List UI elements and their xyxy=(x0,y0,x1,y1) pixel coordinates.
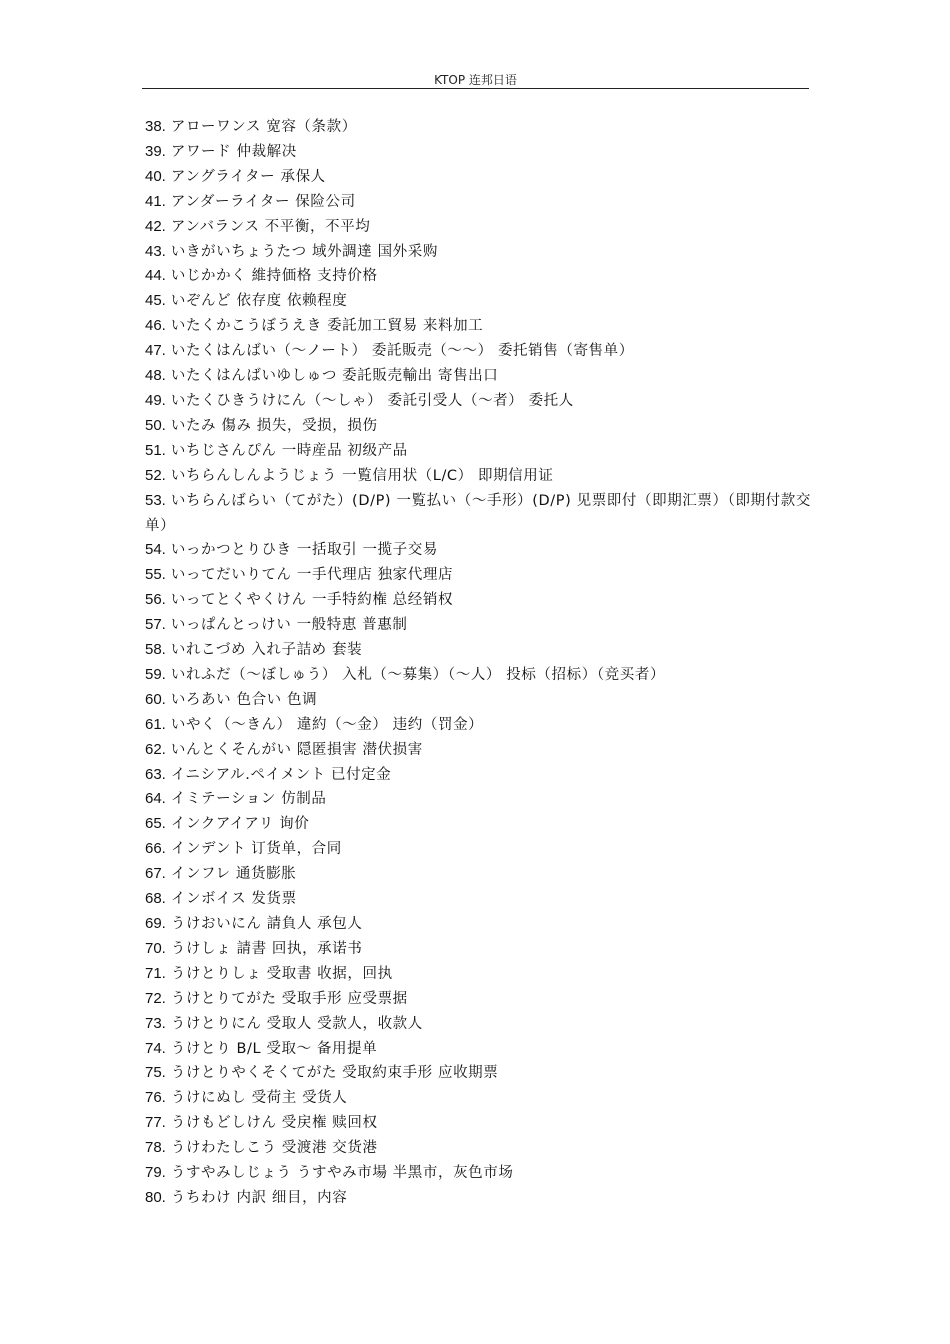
list-item xyxy=(145,763,813,788)
entry-number: 71. xyxy=(145,964,166,982)
entry-text: いちらんしんようじょう 一覧信用状（L/C） 即期信用证 xyxy=(170,467,554,484)
glossary-list xyxy=(145,115,813,1211)
entry-number: 57. xyxy=(145,616,166,634)
entry-text: いたくかこうぼうえき 委託加工貿易 来料加工 xyxy=(170,318,484,335)
entry-number: 44. xyxy=(145,267,166,285)
entry-number: 55. xyxy=(145,566,166,584)
entry-text: アングライター 承保人 xyxy=(170,168,326,185)
list-item xyxy=(145,289,813,314)
list-item xyxy=(145,1037,813,1062)
entry-number: 67. xyxy=(145,865,166,883)
entry-number: 59. xyxy=(145,665,166,683)
entry-text: インボイス 发货票 xyxy=(170,891,297,908)
entry-number: 60. xyxy=(145,690,166,708)
entry-number: 46. xyxy=(145,317,166,335)
entry-text: いろあい 色合い 色调 xyxy=(170,691,318,708)
list-item xyxy=(145,1111,813,1136)
list-item xyxy=(145,439,813,464)
entry-text: うすやみしじょう うすやみ市場 半黑市，灰色市场 xyxy=(170,1165,514,1182)
entry-text: うちわけ 内訳 细目，内容 xyxy=(170,1189,348,1206)
entry-text: いたくはんばいゆしゅつ 委託販売輸出 寄售出口 xyxy=(170,368,499,385)
entry-text: アワード 仲裁解决 xyxy=(170,143,297,160)
list-item xyxy=(145,1086,813,1111)
list-item xyxy=(145,489,813,539)
entry-text: いやく（～きん） 違約（～金） 违约（罚金） xyxy=(170,716,484,733)
entry-text: いぞんど 依存度 依赖程度 xyxy=(170,293,348,310)
entry-number: 52. xyxy=(145,466,166,484)
entry-number: 39. xyxy=(145,142,166,160)
list-item xyxy=(145,713,813,738)
entry-number: 64. xyxy=(145,790,166,808)
entry-number: 38. xyxy=(145,118,166,135)
list-item xyxy=(145,787,813,812)
entry-text: うけにぬし 受荷主 受货人 xyxy=(170,1090,348,1107)
entry-text: いたくはんばい（～ノート） 委託販売（～～） 委托销售（寄售单） xyxy=(170,343,634,360)
list-item xyxy=(145,912,813,937)
entry-number: 66. xyxy=(145,840,166,858)
list-item xyxy=(145,663,813,688)
entry-text: いってとくやくけん 一手特約権 总经销权 xyxy=(170,592,454,609)
entry-number: 42. xyxy=(145,217,166,235)
entry-text: インクアイアリ 询价 xyxy=(170,816,310,833)
entry-number: 49. xyxy=(145,391,166,409)
entry-number: 79. xyxy=(145,1164,166,1182)
entry-text: イミテーション 仿制品 xyxy=(170,791,327,808)
entry-number: 40. xyxy=(145,167,166,185)
list-item xyxy=(145,364,813,389)
entry-text: いれふだ（～ぼしゅう） 入札（～募集）（～人） 投标（招标）（竞买者） xyxy=(170,666,666,683)
list-item xyxy=(145,389,813,414)
entry-text: アローワンス 宽容（条款） xyxy=(170,119,357,135)
entry-number: 73. xyxy=(145,1014,166,1032)
list-item xyxy=(145,1136,813,1161)
list-item xyxy=(145,962,813,987)
entry-number: 68. xyxy=(145,890,166,908)
list-item xyxy=(145,165,813,190)
list-item xyxy=(145,563,813,588)
list-item xyxy=(145,937,813,962)
entry-number: 69. xyxy=(145,915,166,932)
list-item xyxy=(145,812,813,837)
list-item xyxy=(145,837,813,862)
list-item xyxy=(145,538,813,563)
entry-number: 56. xyxy=(145,591,166,609)
entry-number: 51. xyxy=(145,441,166,459)
entry-number: 75. xyxy=(145,1064,166,1082)
list-item xyxy=(145,987,813,1012)
entry-text: いちじさんぴん 一時産品 初级产品 xyxy=(170,442,408,459)
entry-number: 72. xyxy=(145,989,166,1007)
list-item xyxy=(145,613,813,638)
entry-text: うけとりにん 受取人 受款人，收款人 xyxy=(170,1015,423,1032)
entry-number: 80. xyxy=(145,1188,166,1206)
list-item xyxy=(145,1186,813,1211)
entry-number: 58. xyxy=(145,641,166,659)
entry-text: インデント 订货单，合同 xyxy=(170,841,342,858)
entry-number: 43. xyxy=(145,242,166,260)
entry-text: いれこづめ 入れ子詰め 套装 xyxy=(170,642,363,659)
list-item xyxy=(145,314,813,339)
entry-text: いきがいちょうたつ 域外調達 国外采购 xyxy=(170,243,438,260)
entry-text: アンバランス 不平衡，不平均 xyxy=(170,218,371,235)
entry-text: いちらんばらい（てがた）(D/P) 一覧払い（～手形）(D/P) 见票即付（即期汇票）（即期付款交单） xyxy=(145,492,811,534)
entry-number: 77. xyxy=(145,1114,166,1132)
entry-text: いっぱんとっけい 一般特恵 普惠制 xyxy=(170,617,408,634)
entry-text: うけとりやくそくてがた 受取約束手形 应收期票 xyxy=(170,1065,499,1082)
list-item xyxy=(145,339,813,364)
list-item xyxy=(145,464,813,489)
list-item xyxy=(145,1012,813,1037)
entry-number: 54. xyxy=(145,541,166,559)
entry-text: いってだいりてん 一手代理店 独家代理店 xyxy=(170,567,454,584)
entry-number: 45. xyxy=(145,292,166,310)
entry-text: うけとりしょ 受取書 收据，回执 xyxy=(170,965,393,982)
entry-text: いっかつとりひき 一括取引 一揽子交易 xyxy=(170,542,438,559)
list-item xyxy=(145,588,813,613)
page-header: KTOP 连邦日语 xyxy=(434,73,517,87)
entry-text: アンダーライター 保险公司 xyxy=(170,193,356,210)
list-item xyxy=(145,115,813,140)
header-divider xyxy=(142,88,809,89)
entry-text: いたみ 傷み 损失，受损，损伤 xyxy=(170,417,378,434)
entry-number: 41. xyxy=(145,192,166,210)
list-item xyxy=(145,240,813,265)
list-item xyxy=(145,738,813,763)
entry-number: 53. xyxy=(145,491,166,509)
entry-number: 62. xyxy=(145,740,166,758)
list-item xyxy=(145,140,813,165)
entry-number: 78. xyxy=(145,1139,166,1157)
entry-number: 74. xyxy=(145,1039,166,1057)
entry-number: 65. xyxy=(145,815,166,833)
entry-text: うけもどしけん 受戻権 赎回权 xyxy=(170,1115,378,1132)
entry-text: うけわたしこう 受渡港 交货港 xyxy=(170,1140,378,1157)
list-item xyxy=(145,688,813,713)
entry-text: うけおいにん 請負人 承包人 xyxy=(170,916,363,932)
list-item xyxy=(145,638,813,663)
entry-number: 47. xyxy=(145,342,166,360)
entry-number: 76. xyxy=(145,1089,166,1107)
list-item xyxy=(145,1061,813,1086)
list-item xyxy=(145,1161,813,1186)
entry-number: 70. xyxy=(145,939,166,957)
list-item xyxy=(145,190,813,215)
entry-number: 48. xyxy=(145,367,166,385)
list-item xyxy=(145,215,813,240)
entry-text: うけとりてがた 受取手形 应受票据 xyxy=(170,990,408,1007)
entry-number: 63. xyxy=(145,765,166,783)
list-item xyxy=(145,414,813,439)
entry-text: インフレ 通货膨胀 xyxy=(170,866,297,883)
entry-text: うけとり B/L 受取～ 备用提单 xyxy=(170,1040,378,1057)
list-item xyxy=(145,264,813,289)
entry-number: 61. xyxy=(145,715,166,733)
entry-text: いたくひきうけにん（～しゃ） 委託引受人（～者） 委托人 xyxy=(170,392,574,409)
list-item xyxy=(145,862,813,887)
entry-text: いんとくそんがい 隠匿損害 潜伏损害 xyxy=(170,741,423,758)
entry-text: いじかかく 維持価格 支持价格 xyxy=(170,268,378,285)
entry-number: 50. xyxy=(145,416,166,434)
entry-text: イニシアル.ペイメント 已付定金 xyxy=(170,766,392,783)
list-item xyxy=(145,887,813,912)
entry-text: うけしょ 請書 回执，承诺书 xyxy=(170,940,363,957)
